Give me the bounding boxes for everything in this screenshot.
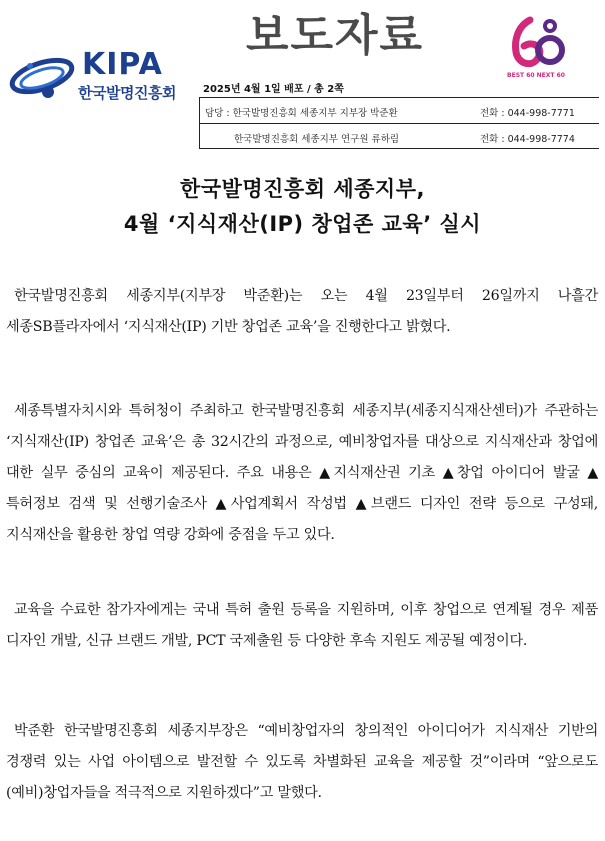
- header-divider: [199, 123, 599, 124]
- kipa-logo: [8, 48, 188, 108]
- contact-primary-name: 담당 : 한국발명진흥회 세종지부 지부장 박준환: [205, 108, 398, 119]
- org-name: 한국발명진흥회: [78, 84, 176, 102]
- kipa-wordmark: KIPA: [82, 47, 163, 82]
- anniversary-slogan: BEST 60 NEXT 60: [507, 72, 565, 79]
- body-paragraph: 교육을 수료한 참가자에게는 국내 특허 출원 등록을 지원하며, 이후 창업으로 연계될 경우 제품 디자인 개발, 신규 브랜드 개발, PCT 국제출원 등 다양한 후속 지원도 제공될 예정이다.: [6, 602, 598, 649]
- headline-line-1: 한국발명진흥회 세종지부,: [180, 177, 425, 201]
- anniversary-emblem: [506, 14, 566, 79]
- body-paragraph: 세종특별자치시와 특허청이 주최하고 한국발명진흥회 세종지부(세종지식재산센터)가 주관하는 ‘지식재산(IP) 창업존 교육’은 총 32시간의 과정으로, 예비창업자를 대상으로 지식재산과 창업에 대한 실무 중심의 교육이 제공된다. 주요 내용은 ▲지식재산권 기초 ▲창업 아이디어 발굴 ▲특허정보 검색 및 선행기술조사 ▲사업계획서 작성법 ▲브랜드 디자인 전략 등으로 구성돼, 지식재산을 활용한 창업 역량 강화에 중점을 두고 있다.: [6, 403, 598, 543]
- kipa-swoosh-icon: [8, 48, 80, 108]
- contact-secondary-name: 한국발명진흥회 세종지부 연구원 류하림: [234, 134, 400, 145]
- header-divider: [199, 97, 599, 98]
- header-divider: [199, 148, 599, 149]
- press-release-header: [0, 0, 605, 150]
- body-paragraph: 박준환 한국발명진흥회 세종지부장은 “예비창업자의 창의적인 아이디어가 지식재산 기반의 경쟁력 있는 사업 아이템으로 발전할 수 있도록 차별화된 교육을 제공할 것”이라며 “앞으로도 (예비)창업자들을 적극적으로 지원하겠다”고 말했다.: [6, 723, 598, 801]
- document-title: 보도자료: [246, 10, 425, 61]
- release-info: 2025년 4월 1일 배포 / 총 2쪽: [203, 84, 344, 95]
- contact-secondary-phone: 전화 : 044-998-7774: [480, 134, 575, 145]
- header-divider: [199, 97, 200, 148]
- headline-line-2: 4월 ‘지식재산(IP) 창업존 교육’ 실시: [123, 212, 482, 236]
- sixty-anniversary-icon: [506, 14, 566, 72]
- body-paragraph: 한국발명진흥회 세종지부(지부장 박준환)는 오는 4월 23일부터 26일까지 나흘간 세종SB플라자에서 ‘지식재산(IP) 기반 창업존 교육’을 진행한다고 밝혔다.: [6, 288, 598, 335]
- contact-primary-phone: 전화 : 044-998-7771: [480, 108, 575, 119]
